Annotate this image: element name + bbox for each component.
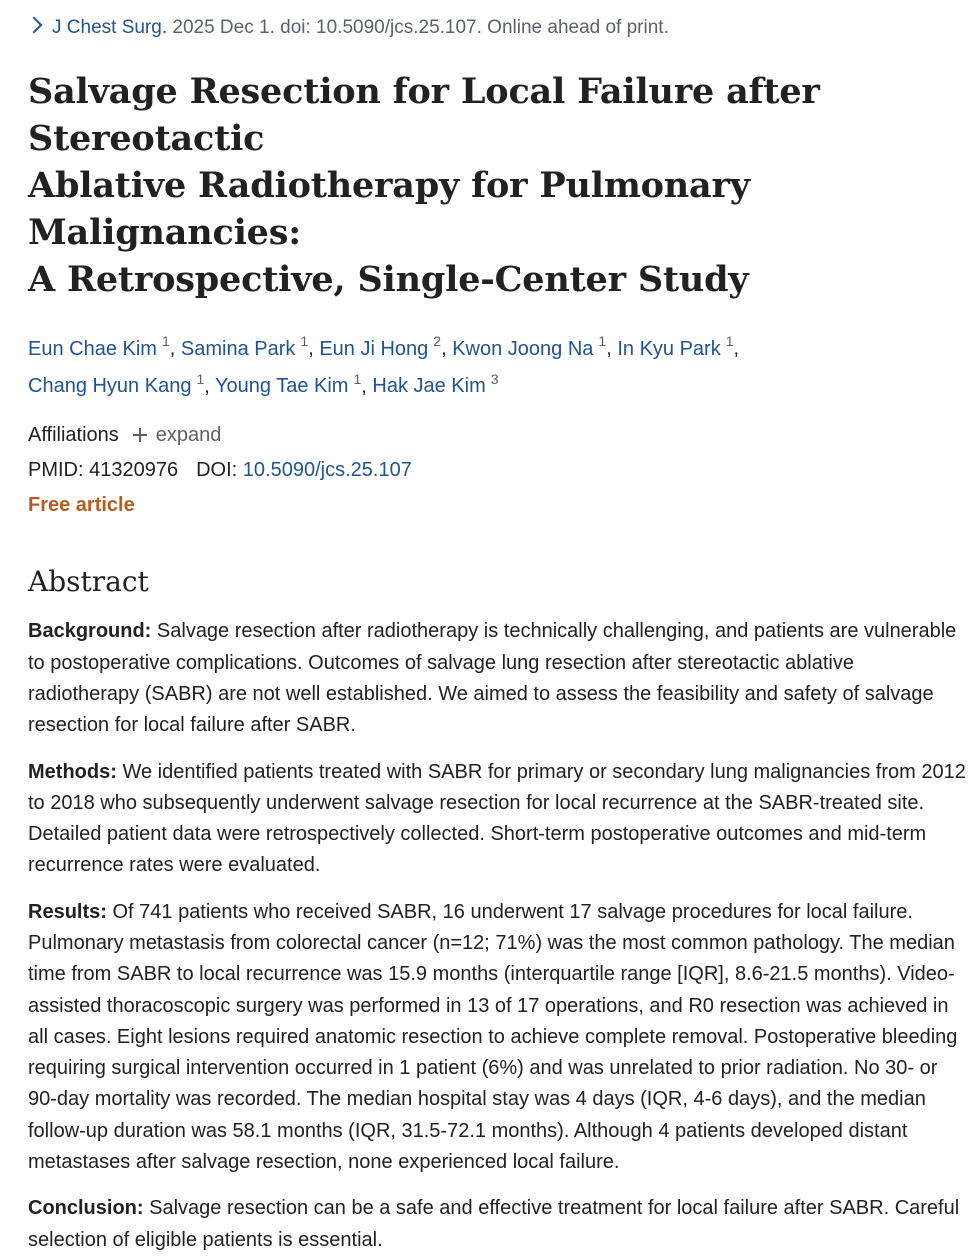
section-label: Background: bbox=[28, 620, 152, 643]
pmid-value: 41320976 bbox=[89, 459, 179, 482]
author-item bbox=[617, 333, 734, 360]
abstract-background bbox=[28, 616, 968, 741]
author-item bbox=[215, 370, 362, 398]
affiliation-number[interactable]: 3 bbox=[490, 370, 499, 387]
doi-label: DOI: bbox=[196, 459, 238, 482]
author-link[interactable]: Young Tae Kim bbox=[215, 375, 349, 398]
affiliations-row bbox=[28, 420, 968, 450]
affiliation-number[interactable]: 1 bbox=[161, 333, 170, 349]
section-text: Salvage resection can be a safe and effective treatment for local failure after SABR. Careful selection of eligible patients is essential. bbox=[28, 1197, 960, 1251]
section-label: Methods: bbox=[28, 760, 117, 783]
author-link[interactable]: In Kyu Park bbox=[617, 337, 721, 360]
title-line: Salvage Resection for Local Failure after Stereotactic bbox=[28, 71, 820, 159]
affiliation-number[interactable]: 1 bbox=[725, 333, 734, 349]
author-link[interactable]: Kwon Joong Na bbox=[452, 337, 594, 360]
expand-label: expand bbox=[155, 424, 222, 447]
author-link[interactable]: Hak Jae Kim bbox=[372, 375, 486, 398]
author-item bbox=[372, 370, 499, 398]
abstract-conclusion bbox=[28, 1193, 968, 1256]
affiliation-number[interactable]: 1 bbox=[598, 333, 607, 349]
section-text: Of 741 patients who received SABR, 16 underwent 17 salvage procedures for local failure. Pulmonary metastasis from colorectal cancer (n=12; 71%) was the most common pathology. The median time from SABR to local recurrence was 15.9 months (interquartile range [IQR], 8.6-21.5 months). Video-assisted thoracoscopic surgery was performed in 13 of 17 operations, and R0 resection was achieved in all cases. Eight lesions required anatomic resection to achieve complete removal. Postoperative bleeding requiring surgical intervention occurred in 1 patient (6%) and was unrelated to prior radiation. No 30- or 90-day mortality was recorded. The median hospital stay was 4 days (IQR, 4-6 days), and the median follow-up duration was 58.1 months (IQR, 31.5-72.1 months). Although 4 patients developed distant metastases after salvage resection, none experienced local failure. bbox=[28, 900, 958, 1174]
author-item bbox=[180, 333, 309, 360]
expand-affiliations-button[interactable] bbox=[133, 420, 222, 450]
author-link[interactable]: Eun Ji Hong bbox=[319, 337, 429, 360]
abstract-body bbox=[28, 616, 968, 1256]
free-article-badge: Free article bbox=[28, 494, 135, 517]
affiliation-number[interactable]: 1 bbox=[300, 333, 309, 349]
abstract-results bbox=[28, 897, 968, 1179]
article-title bbox=[28, 68, 968, 303]
abstract-heading: Abstract bbox=[28, 565, 149, 599]
author-link[interactable]: Samina Park bbox=[180, 337, 296, 360]
author-item bbox=[319, 333, 442, 360]
journal-link[interactable]: J Chest Surg. bbox=[52, 17, 168, 38]
section-text: Salvage resection after radiotherapy is technically challenging, and patients are vulnerable to postoperative complications. Outcomes of salvage lung resection after stereotactic ablative radiotherapy (SABR) are not well established. We aimed to assess the feasibility and safety of salvage resection for local failure after SABR. bbox=[28, 620, 957, 737]
chevron-right-icon[interactable] bbox=[26, 17, 43, 34]
affiliation-number[interactable]: 2 bbox=[433, 333, 442, 349]
author-item bbox=[28, 333, 170, 360]
section-text: We identified patients treated with SABR for primary or secondary lung malignancies from 2012 to 2018 who subsequently underwent salvage resection for local recurrence at the SABR-treated site. Detailed patient data were retrospectively collected. Short-term postoperative outcomes and mid-term recurrence rates were evaluated. bbox=[28, 760, 966, 877]
author-item bbox=[28, 370, 205, 398]
pmid-label: PMID: bbox=[28, 459, 84, 482]
article-page bbox=[28, 14, 968, 1256]
section-label: Results: bbox=[28, 900, 107, 923]
author-link[interactable]: Eun Chae Kim bbox=[28, 337, 157, 360]
plus-icon bbox=[133, 428, 147, 442]
identifiers-row bbox=[28, 455, 968, 485]
citation-details: 2025 Dec 1. doi: 10.5090/jcs.25.107. Online ahead of print. bbox=[172, 17, 669, 38]
abstract-methods bbox=[28, 757, 968, 882]
affiliations-label: Affiliations bbox=[28, 424, 119, 447]
title-line: A Retrospective, Single-Center Study bbox=[28, 259, 749, 300]
section-label: Conclusion: bbox=[28, 1197, 144, 1220]
title-line: Ablative Radiotherapy for Pulmonary Malignancies: bbox=[28, 165, 750, 253]
doi-link[interactable]: 10.5090/jcs.25.107 bbox=[242, 459, 412, 482]
author-list: Eun Chae Kim $^1$, Samina Park $^1$, Eun Ji Hong $^2$, Kwon Joong Na $^1$, In Kyu Park $^1$, Chang Hyun Kang $^1$, Young Tae Kim $^1$, Hak Jae Kim $^3$ bbox=[28, 333, 740, 398]
author-link[interactable]: Chang Hyun Kang bbox=[28, 375, 192, 398]
affiliation-number[interactable]: 1 bbox=[196, 370, 205, 387]
affiliation-number[interactable]: 1 bbox=[353, 370, 362, 387]
author-item bbox=[452, 333, 607, 360]
citation-line bbox=[28, 14, 968, 42]
